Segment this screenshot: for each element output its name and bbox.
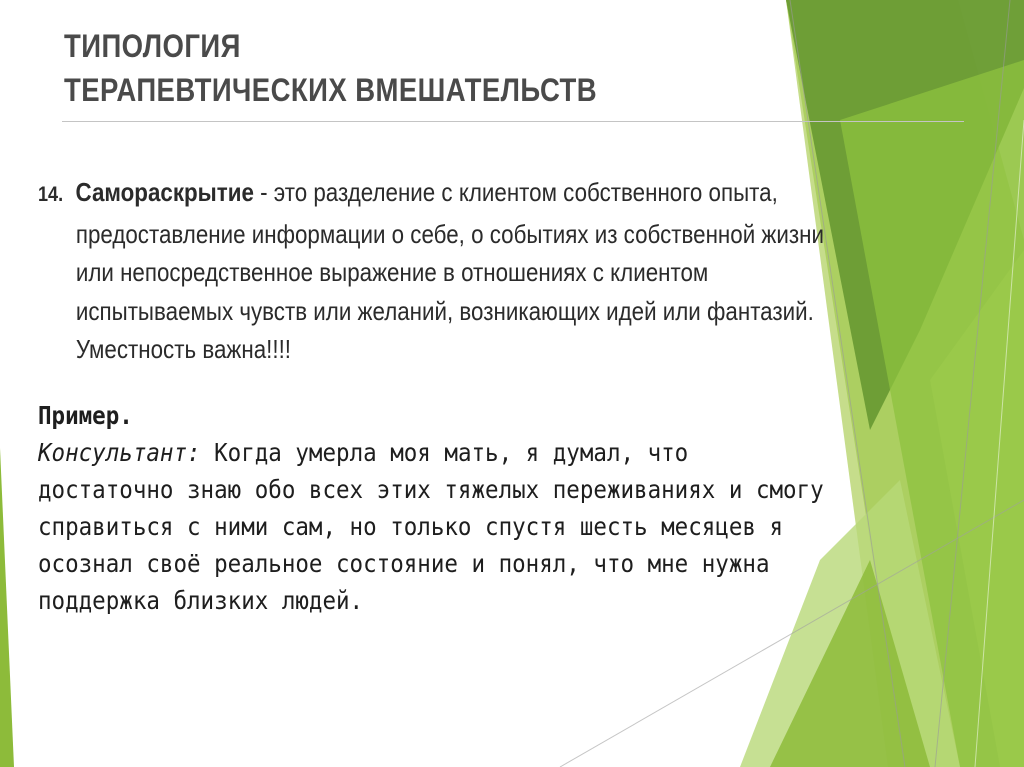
example-line-2: достаточно знаю обо всех этих тяжелых переживаниях и смогу — [38, 475, 824, 504]
definition-line-5: Уместность важна!!!! — [75, 334, 292, 364]
example-line-3: справиться с ними сам, но только спустя шесть месяцев я — [38, 512, 784, 541]
example-line-1 — [38, 434, 920, 471]
example-text: Когда умерла моя мать, я думал, что — [200, 438, 689, 467]
definition-line-3: или непосредственное выражение в отношениях с клиентом — [75, 257, 709, 287]
definition-line-1 — [38, 173, 898, 215]
title-divider — [62, 121, 964, 122]
title-line-2: ТЕРАПЕВТИЧЕСКИХ ВМЕШАТЕЛЬСТВ — [64, 72, 598, 108]
example-block — [38, 397, 920, 619]
left-green-triangle — [0, 448, 14, 767]
item-number: 14. — [38, 183, 64, 206]
definition-line-4: испытываемых чувств или желаний, возникающих идей или фантазий. — [75, 295, 814, 326]
example-line-5: поддержка близких людей. — [38, 586, 364, 615]
definition-term: Самораскрытие — [75, 177, 254, 207]
slide-title — [64, 24, 821, 112]
definition-block — [38, 173, 898, 369]
definition-text: - это разделение с клиентом собственного опыта, — [253, 177, 778, 207]
example-speaker: Консультант: — [38, 438, 201, 467]
definition-line-2: предоставление информации о себе, о событиях из собственной жизни — [75, 218, 824, 249]
example-heading: Пример. — [38, 401, 133, 430]
example-line-4: осознал своё реальное состояние и понял, что мне нужна — [38, 549, 770, 578]
title-line-1: ТИПОЛОГИЯ — [64, 28, 241, 64]
